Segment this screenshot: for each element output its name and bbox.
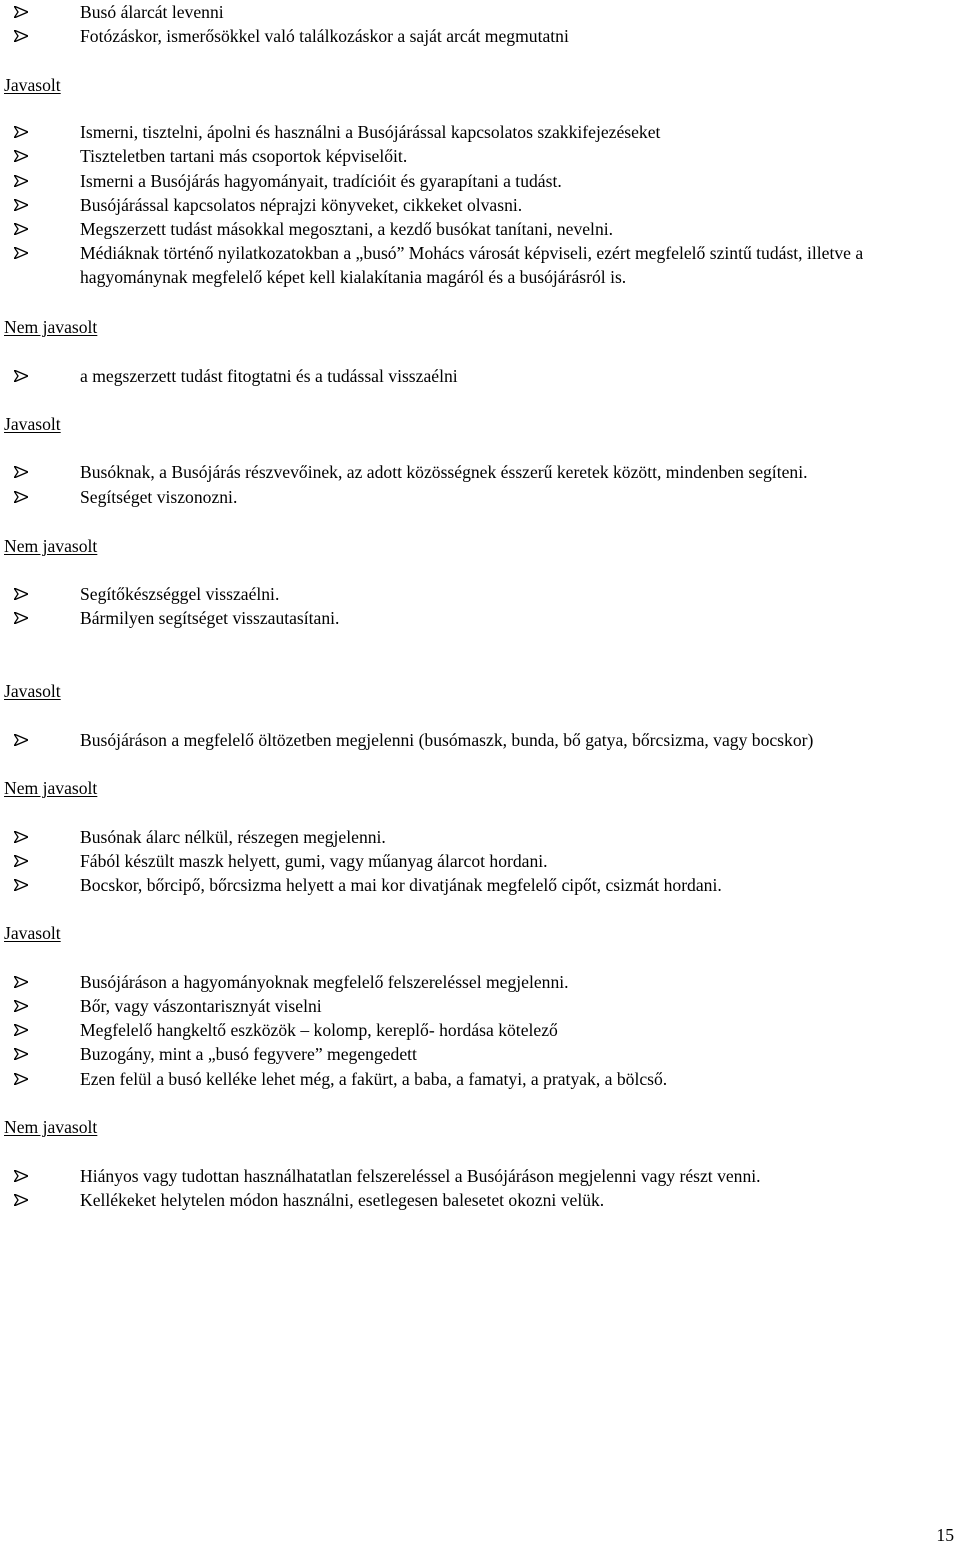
arrowhead-bullet-icon — [14, 30, 28, 42]
arrowhead-bullet-icon — [14, 831, 28, 843]
page-number: 15 — [936, 1525, 954, 1545]
arrowhead-bullet-icon — [14, 370, 28, 382]
list-item: Buzogány, mint a „busó fegyvere” megengedett — [14, 1042, 960, 1066]
arrowhead-bullet-icon — [14, 247, 28, 259]
section-heading: Javasolt — [4, 414, 61, 434]
list-item: Bocskor, bőrcipő, bőrcsizma helyett a mai kor divatjának megfelelő cipőt, csizmát hordani. — [14, 873, 960, 897]
arrowhead-bullet-icon — [14, 855, 28, 867]
section-heading: Nem javasolt — [4, 1117, 98, 1137]
list-item: Ismerni a Busójárás hagyományait, tradícióit és gyarapítani a tudást. — [14, 169, 960, 193]
arrowhead-bullet-icon — [14, 6, 28, 18]
list-item: Ezen felül a busó kelléke lehet még, a fakürt, a baba, a famatyi, a pratyak, a bölcső. — [14, 1067, 960, 1091]
section-heading: Nem javasolt — [4, 778, 98, 798]
section-heading: Nem javasolt — [4, 536, 98, 556]
list-item: Fából készült maszk helyett, gumi, vagy műanyag álarcot hordani. — [14, 849, 960, 873]
arrowhead-bullet-icon — [14, 1048, 28, 1060]
list-item: Segítőkészséggel visszaélni. — [14, 582, 960, 606]
list-item: Busójáráson a megfelelő öltözetben megjelenni (busómaszk, bunda, bő gatya, bőrcsizma, vagy bocskor) — [14, 728, 960, 752]
arrowhead-bullet-icon — [14, 175, 28, 187]
arrowhead-bullet-icon — [14, 150, 28, 162]
arrowhead-bullet-icon — [14, 879, 28, 891]
arrowhead-bullet-icon — [14, 588, 28, 600]
list-item: Tiszteletben tartani más csoportok képviselőit. — [14, 144, 960, 168]
arrowhead-bullet-icon — [14, 1073, 28, 1085]
list-item: Hiányos vagy tudottan használhatatlan felszereléssel a Busójáráson megjelenni vagy részt venni. — [14, 1164, 960, 1188]
list-item: Fotózáskor, ismerősökkel való találkozáskor a saját arcát megmutatni — [14, 24, 960, 48]
arrowhead-bullet-icon — [14, 1194, 28, 1206]
section-heading: Nem javasolt — [4, 317, 98, 337]
arrowhead-bullet-icon — [14, 223, 28, 235]
list-item: Médiáknak történő nyilatkozatokban a „busó” Mohács városát képviseli, ezért megfelelő szintű tudást, illetve a hagyománynak megfelelő képet kell kialakítania magáról és a busójárásról is. — [14, 241, 960, 289]
section-heading: Javasolt — [4, 75, 61, 95]
list-item: Ismerni, tisztelni, ápolni és használni a Busójárással kapcsolatos szakkifejezéseket — [14, 120, 960, 144]
arrowhead-bullet-icon — [14, 126, 28, 138]
list-item: a megszerzett tudást fitogtatni és a tudással visszaélni — [14, 364, 960, 388]
arrowhead-bullet-icon — [14, 976, 28, 988]
arrowhead-bullet-icon — [14, 491, 28, 503]
list-item: Bőr, vagy vászontarisznyát viselni — [14, 994, 960, 1018]
list-item: Busóknak, a Busójárás részvevőinek, az adott közösségnek ésszerű keretek között, mindenben segíteni. — [14, 460, 960, 484]
arrowhead-bullet-icon — [14, 199, 28, 211]
list-item: Bármilyen segítséget visszautasítani. — [14, 606, 960, 630]
arrowhead-bullet-icon — [14, 1024, 28, 1036]
arrowhead-bullet-icon — [14, 466, 28, 478]
arrowhead-bullet-icon — [14, 1170, 28, 1182]
arrowhead-bullet-icon — [14, 1000, 28, 1012]
list-item: Busónak álarc nélkül, részegen megjelenni. — [14, 825, 960, 849]
arrowhead-bullet-icon — [14, 734, 28, 746]
list-item: Megfelelő hangkeltő eszközök – kolomp, kereplő- hordása kötelező — [14, 1018, 960, 1042]
list-item: Busó álarcát levenni — [14, 0, 960, 24]
section-heading: Javasolt — [4, 681, 61, 701]
list-item: Megszerzett tudást másokkal megosztani, a kezdő busókat tanítani, nevelni. — [14, 217, 960, 241]
arrowhead-bullet-icon — [14, 612, 28, 624]
list-item: Busójárással kapcsolatos néprajzi könyveket, cikkeket olvasni. — [14, 193, 960, 217]
list-item: Segítséget viszonozni. — [14, 485, 960, 509]
section-heading: Javasolt — [4, 923, 61, 943]
list-item: Kellékeket helytelen módon használni, esetlegesen balesetet okozni velük. — [14, 1188, 960, 1212]
list-item: Busójáráson a hagyományoknak megfelelő felszereléssel megjelenni. — [14, 970, 960, 994]
